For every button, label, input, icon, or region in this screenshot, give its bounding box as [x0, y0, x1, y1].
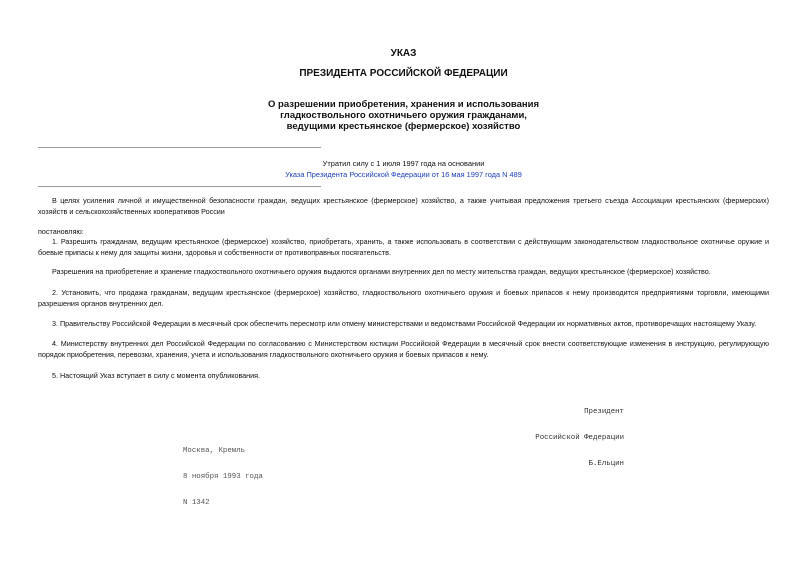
title-line: О разрешении приобретения, хранения и использования: [268, 99, 539, 110]
signature-country: Российской Федерации: [535, 433, 624, 442]
clause-2-paragraph: 2. Установить, что продажа гражданам, ведущим крестьянское (фермерское) хозяйство, гладкоствольного охотничьего оружия и боевых припасов к нему производится предприятиями торговли, имеющими разрешения органов внутренних дел.: [38, 288, 769, 308]
title-line: ведущими крестьянское (фермерское) хозяйство: [286, 121, 521, 132]
clause-3-paragraph: 3. Правительству Российской Федерации в месячный срок обеспечить пересмотр или отмену министерствами и ведомствами Российской Федерации их нормативных актов, противоречащих настоящему Указу.: [52, 319, 757, 328]
signature-block: [535, 391, 624, 486]
signature-name: Б.Ельцин: [588, 459, 624, 468]
status-note-text: Утратил силу с 1 июля 1997 года на основании: [322, 159, 485, 168]
decree-heading: УКАЗ: [390, 48, 417, 59]
title-line: гладкоствольного охотничьего оружия гражданами,: [280, 110, 527, 121]
clause-1-paragraph: 1. Разрешить гражданам, ведущим крестьянское (фермерское) хозяйство, приобретать, хранить, а также использовать в соответствии с действующим законодательством гладкоствольное охотничье оружие и боевые припасы к нему для защиты жизни, здоровья и собственности от противоправных посягательств.: [38, 237, 769, 257]
status-note: [0, 158, 807, 180]
preamble-paragraph: В целях усиления личной и имущественной безопасности граждан, ведущих крестьянское (фермерское) хозяйство, а также учитывая предложения третьего съезда Ассоциации крестьянских (фермерских) хозяйств и сельскохозяйственных кооперативов России: [38, 196, 769, 216]
clause-1-note-paragraph: Разрешения на приобретение и хранение гладкоствольного охотничьего оружия выдаются органами внутренних дел по месту жительства граждан, ведущих крестьянское (фермерское) хозяйство.: [52, 267, 711, 276]
place: Москва, Кремль: [183, 447, 246, 456]
clause-4-paragraph: 4. Министерству внутренних дел Российской Федерации по согласованию с Министерством юстиции Российской Федерации в месячный срок внести соответствующие изменения в инструкцию, регулирующую порядок приобретения, перевозки, хранения, учета и использования гладкоствольного охотничьего оружия и боевых припасов к нему.: [38, 339, 769, 359]
signature-title: Президент: [584, 408, 624, 417]
separator-line: [38, 147, 321, 148]
repeal-decree-link[interactable]: Указа Президента Российской Федерации от 16 мая 1997 года N 489: [285, 170, 522, 179]
resolution-word: постановляю:: [38, 227, 84, 236]
place-date-block: [183, 430, 263, 525]
separator-line: [38, 186, 321, 187]
date: 8 ноября 1993 года: [183, 472, 263, 481]
clause-5-paragraph: 5. Настоящий Указ вступает в силу с момента опубликования.: [52, 371, 261, 380]
issuer-heading: ПРЕЗИДЕНТА РОССИЙСКОЙ ФЕДЕРАЦИИ: [299, 68, 508, 79]
document-number: N 1342: [183, 498, 210, 507]
